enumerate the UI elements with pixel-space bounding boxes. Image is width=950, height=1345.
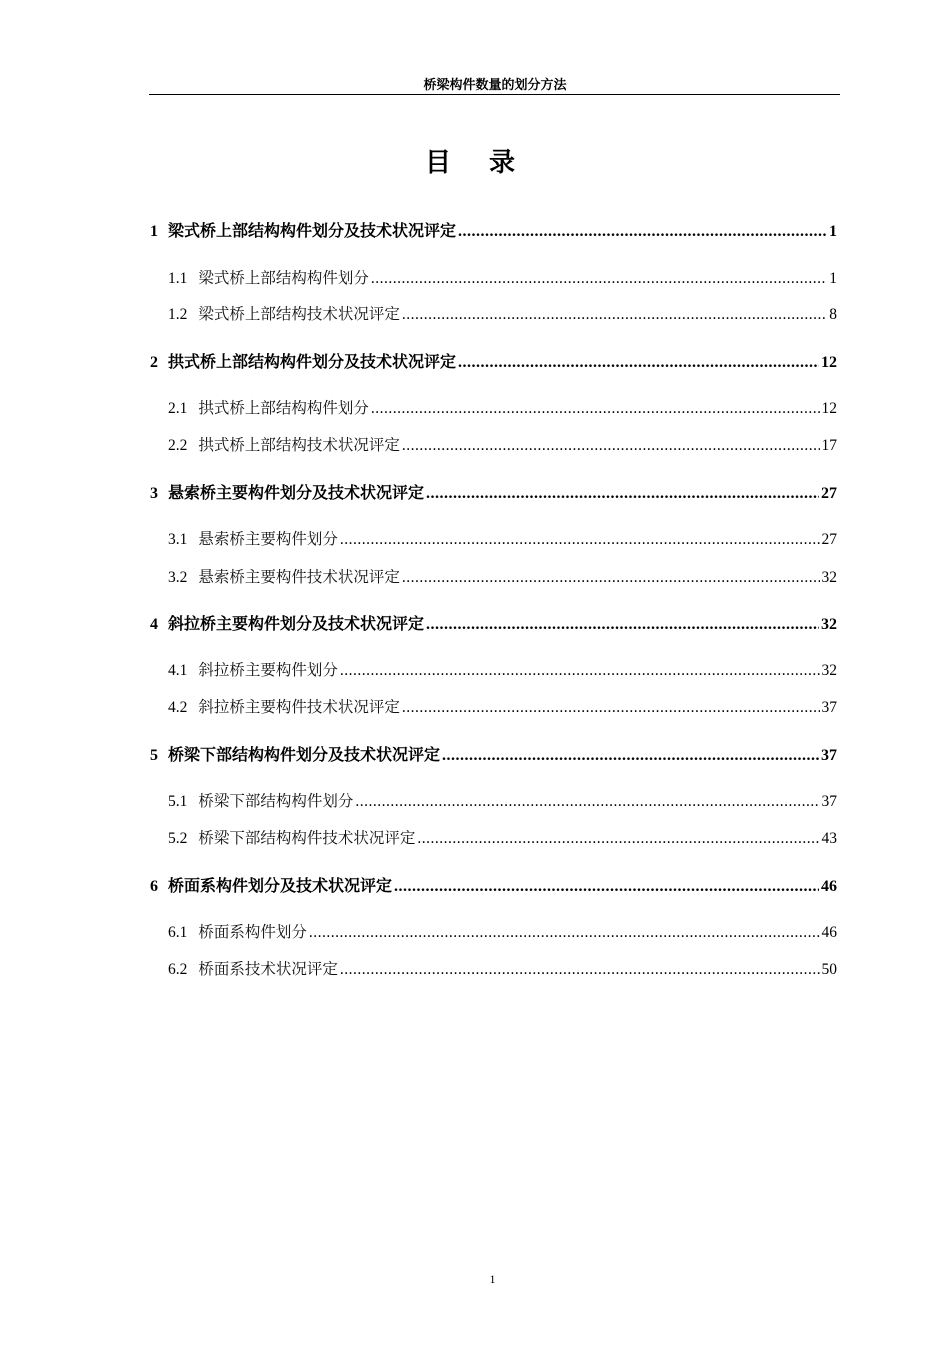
toc-leader bbox=[458, 223, 827, 241]
toc-number: 5.1 bbox=[168, 793, 188, 810]
toc-number: 5 bbox=[150, 747, 158, 764]
toc-page: 37 bbox=[821, 793, 837, 810]
toc-page: 50 bbox=[821, 961, 837, 978]
toc-page: 12 bbox=[821, 354, 837, 371]
toc-label: 拱式桥上部结构技术状况评定 bbox=[198, 436, 400, 454]
toc-leader bbox=[442, 747, 819, 765]
toc-entry-1-2[interactable] bbox=[150, 302, 837, 324]
toc-entry-6-2[interactable] bbox=[150, 957, 837, 979]
toc-page: 46 bbox=[821, 878, 837, 895]
toc-leader bbox=[402, 306, 827, 324]
toc-entry-5[interactable] bbox=[150, 742, 837, 765]
toc-number: 6.1 bbox=[168, 924, 188, 941]
toc-page: 43 bbox=[821, 830, 837, 847]
toc-number: 1.1 bbox=[168, 270, 188, 287]
toc-page: 1 bbox=[829, 223, 837, 240]
toc-leader bbox=[417, 830, 819, 848]
toc-page: 12 bbox=[821, 400, 837, 417]
toc-entry-5-1[interactable] bbox=[150, 789, 837, 811]
toc-label: 斜拉桥主要构件划分 bbox=[198, 661, 338, 679]
toc-number: 2.2 bbox=[168, 437, 188, 454]
toc-leader bbox=[394, 878, 819, 896]
toc-page: 37 bbox=[821, 747, 837, 764]
toc-page: 17 bbox=[821, 437, 837, 454]
toc-leader bbox=[458, 354, 819, 372]
toc-label: 拱式桥上部结构构件划分 bbox=[198, 399, 369, 417]
toc-page: 37 bbox=[821, 699, 837, 716]
toc-number: 3 bbox=[150, 485, 158, 502]
toc-number: 2.1 bbox=[168, 400, 188, 417]
toc-entry-5-2[interactable] bbox=[150, 826, 837, 848]
toc-leader bbox=[402, 437, 820, 455]
toc-leader bbox=[309, 924, 820, 942]
toc-label: 桥面系技术状况评定 bbox=[198, 960, 338, 978]
toc-leader bbox=[340, 662, 820, 680]
toc-page: 32 bbox=[821, 569, 837, 586]
toc-label: 悬索桥主要构件划分及技术状况评定 bbox=[168, 483, 425, 502]
toc-label: 悬索桥主要构件划分 bbox=[198, 530, 338, 548]
toc-entry-4-1[interactable] bbox=[150, 658, 837, 680]
toc-entry-3[interactable] bbox=[150, 480, 837, 503]
toc-leader bbox=[426, 616, 819, 634]
toc-number: 2 bbox=[150, 354, 158, 371]
toc-leader bbox=[371, 400, 820, 418]
toc-number: 3.1 bbox=[168, 531, 188, 548]
toc-page: 32 bbox=[821, 662, 837, 679]
toc-leader bbox=[355, 793, 819, 811]
toc-page: 46 bbox=[821, 924, 837, 941]
toc-number: 6 bbox=[150, 878, 158, 895]
toc-entry-1-1[interactable] bbox=[150, 266, 837, 288]
running-header-title: 桥梁构件数量的划分方法 bbox=[423, 78, 567, 93]
toc-entry-2[interactable] bbox=[150, 349, 837, 372]
toc-leader bbox=[371, 270, 827, 288]
toc-label: 拱式桥上部结构构件划分及技术状况评定 bbox=[168, 352, 457, 371]
toc-label: 桥梁下部结构构件划分 bbox=[198, 792, 354, 810]
toc-label: 梁式桥上部结构技术状况评定 bbox=[198, 305, 400, 323]
toc-number: 1 bbox=[150, 223, 158, 240]
toc-label: 梁式桥上部结构构件划分及技术状况评定 bbox=[168, 221, 457, 240]
toc-entry-3-2[interactable] bbox=[150, 565, 837, 587]
toc-label: 斜拉桥主要构件技术状况评定 bbox=[198, 698, 400, 716]
toc-entry-2-1[interactable] bbox=[150, 396, 837, 418]
toc-leader bbox=[426, 485, 819, 503]
footer-page-number: 1 bbox=[489, 1272, 496, 1286]
toc-label: 桥面系构件划分及技术状况评定 bbox=[168, 876, 393, 895]
toc-page: 27 bbox=[821, 531, 837, 548]
toc-label: 桥梁下部结构构件划分及技术状况评定 bbox=[168, 745, 441, 764]
toc-entry-4[interactable] bbox=[150, 611, 837, 634]
toc-entry-6[interactable] bbox=[150, 873, 837, 896]
toc-number: 4.2 bbox=[168, 699, 188, 716]
toc-entry-1[interactable] bbox=[150, 218, 837, 241]
toc-number: 5.2 bbox=[168, 830, 188, 847]
toc-label: 斜拉桥主要构件划分及技术状况评定 bbox=[168, 614, 425, 633]
toc-leader bbox=[340, 961, 820, 979]
toc-page: 27 bbox=[821, 485, 837, 502]
toc-label: 桥面系构件划分 bbox=[198, 923, 307, 941]
toc-label: 悬索桥主要构件技术状况评定 bbox=[198, 568, 400, 586]
header-rule bbox=[149, 94, 840, 95]
toc-entry-6-1[interactable] bbox=[150, 920, 837, 942]
toc-leader bbox=[340, 531, 820, 549]
toc-entry-2-2[interactable] bbox=[150, 433, 837, 455]
toc-number: 3.2 bbox=[168, 569, 188, 586]
toc-leader bbox=[402, 699, 820, 717]
toc-title-char-1: 目 bbox=[424, 148, 461, 178]
toc-leader bbox=[402, 569, 820, 587]
toc-page: 8 bbox=[829, 306, 837, 323]
toc-page: 1 bbox=[829, 270, 837, 287]
toc-label: 梁式桥上部结构构件划分 bbox=[198, 269, 369, 287]
toc-number: 4 bbox=[150, 616, 158, 633]
toc-label: 桥梁下部结构构件技术状况评定 bbox=[198, 829, 416, 847]
toc-number: 4.1 bbox=[168, 662, 188, 679]
toc-entry-3-1[interactable] bbox=[150, 527, 837, 549]
toc-number: 1.2 bbox=[168, 306, 188, 323]
toc-page: 32 bbox=[821, 616, 837, 633]
toc-entry-4-2[interactable] bbox=[150, 695, 837, 717]
toc-number: 6.2 bbox=[168, 961, 188, 978]
toc-title-char-2: 录 bbox=[489, 148, 526, 178]
toc-title bbox=[0, 142, 950, 179]
